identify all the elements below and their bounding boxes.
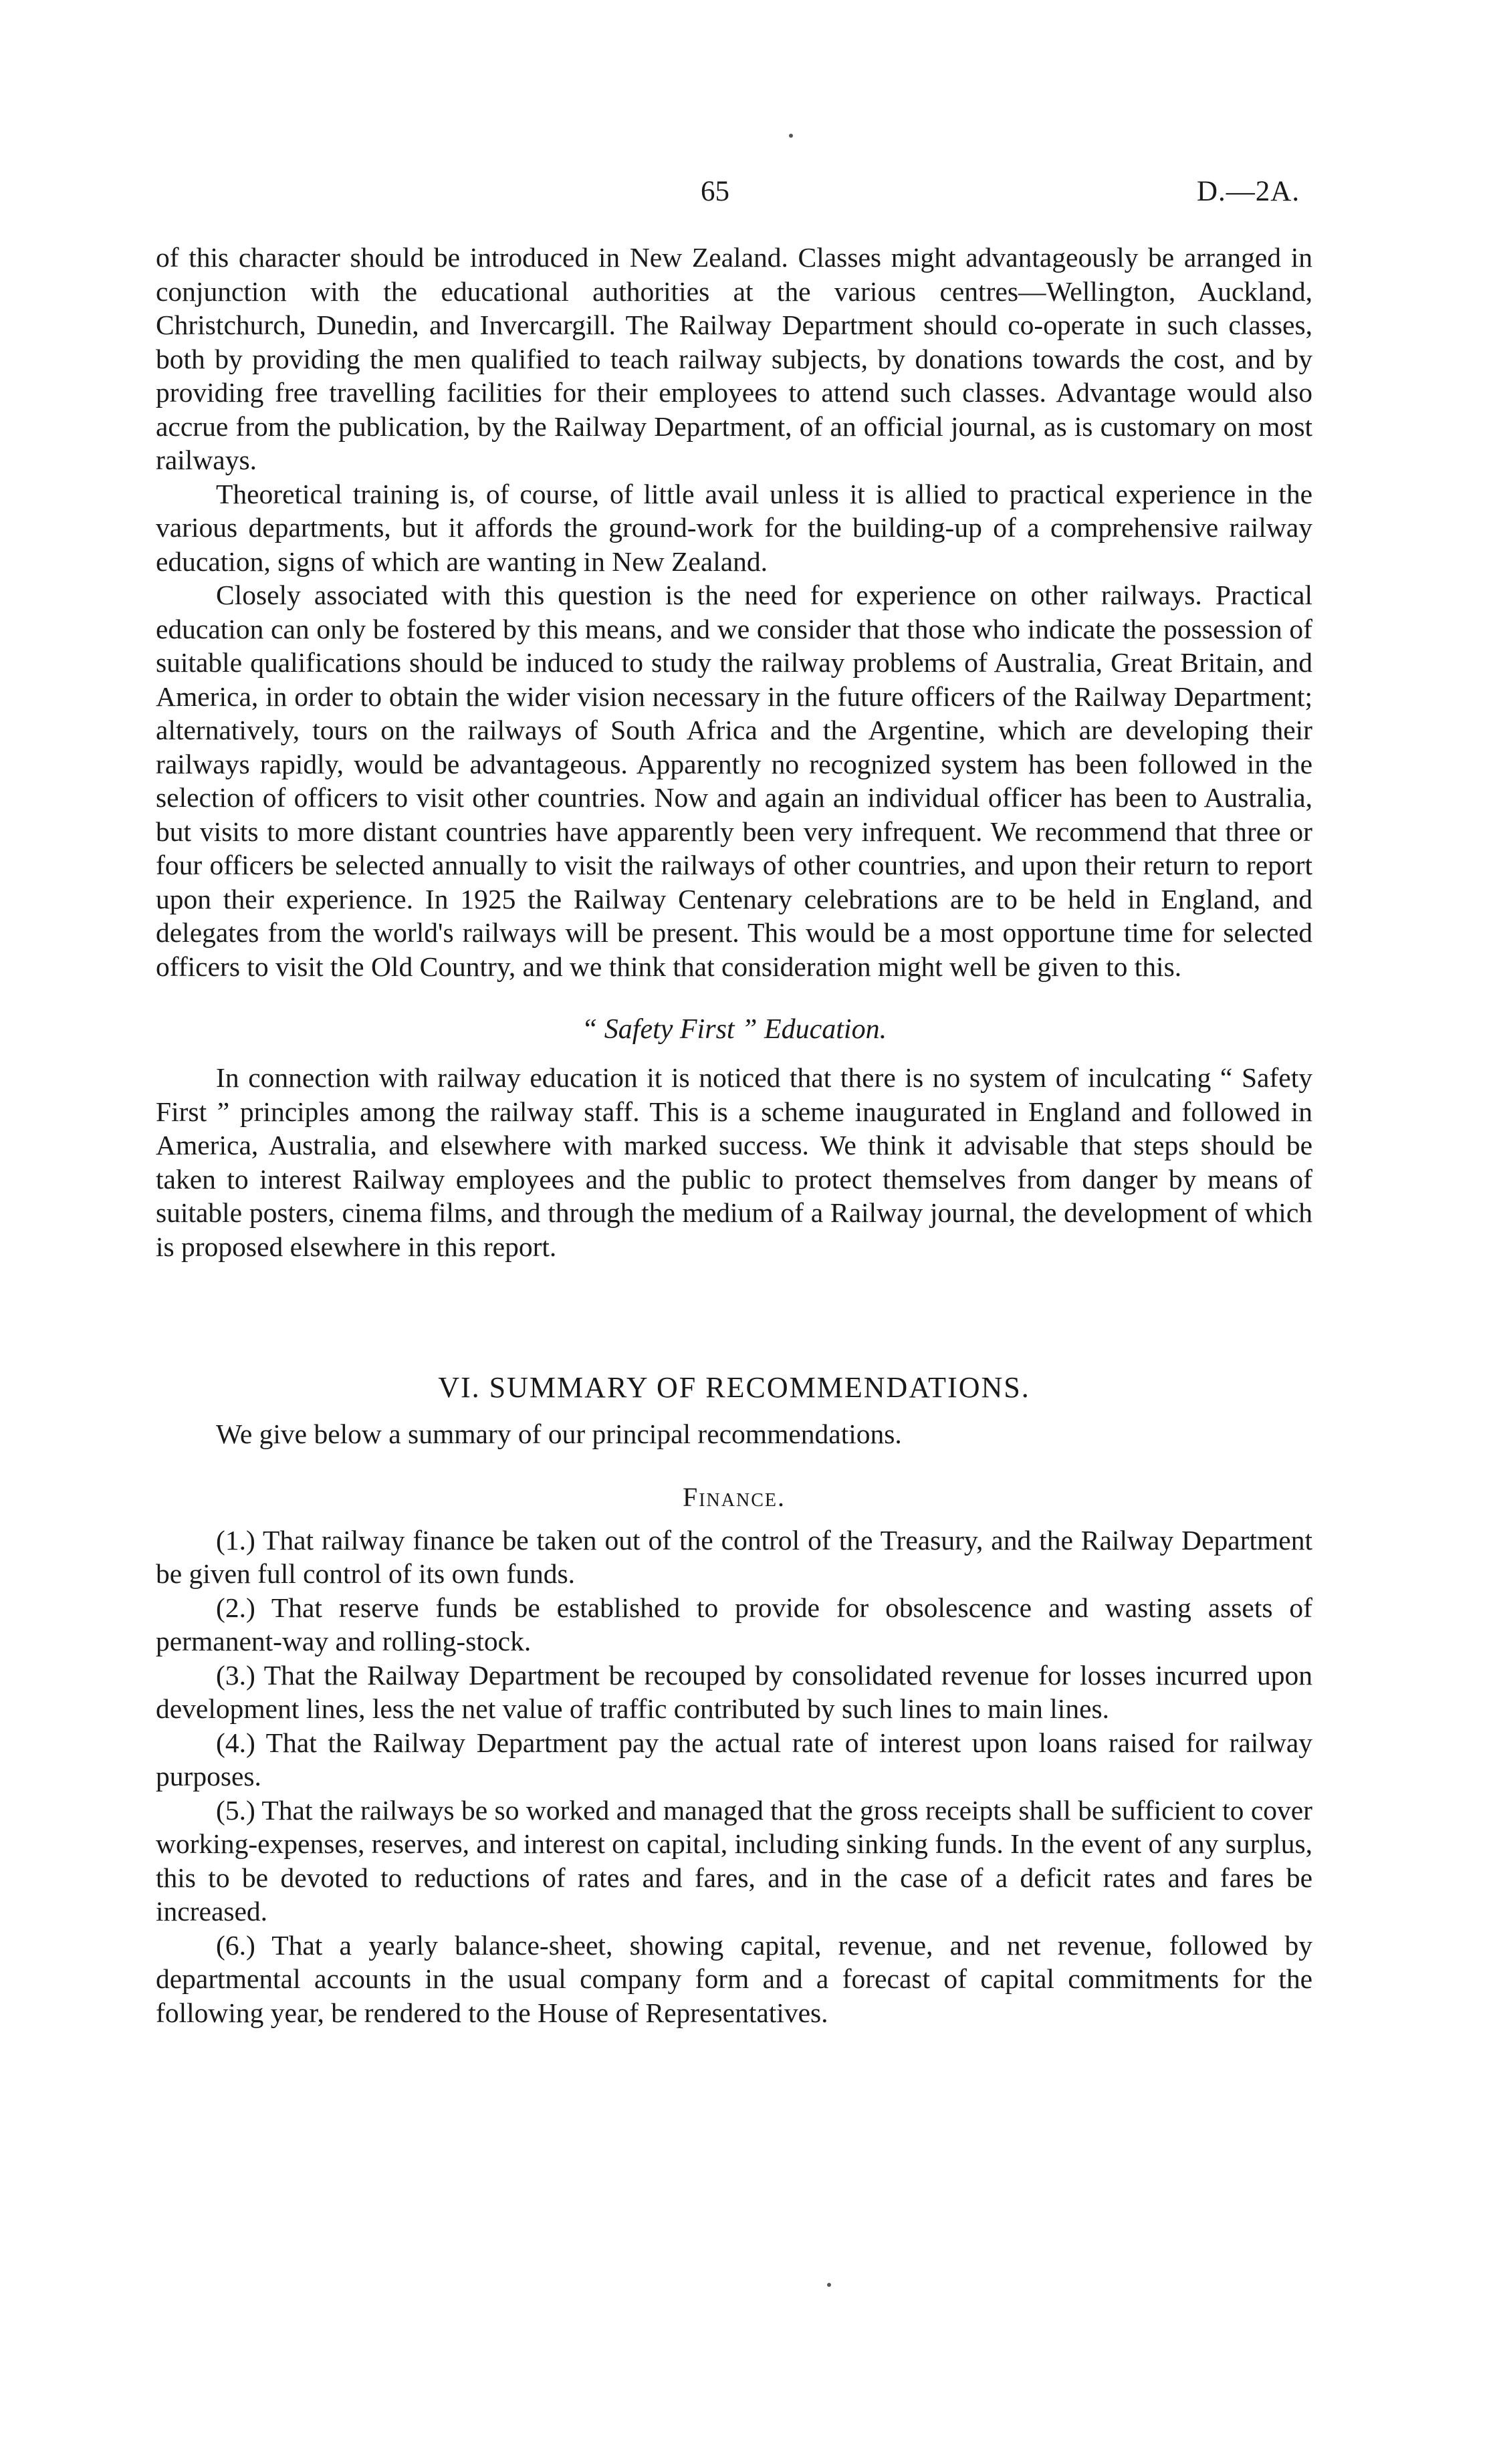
recommendation-item: (4.) That the Railway Department pay the actual rate of interest upon loans raised for railway purposes. (156, 1727, 1312, 1792)
safety-first-heading: “ Safety First ” Education. (581, 1014, 887, 1045)
page-number: 65 (701, 176, 729, 207)
recommendation-item: (1.) That railway finance be taken out of the control of the Treasury, and the Railway Department be given full control of its own funds. (156, 1524, 1312, 1589)
recommendation-item: (6.) That a yearly balance-sheet, showing capital, revenue, and net revenue, followed by departmental accounts in the usual company form and a forecast of capital commitments for the following year, be rendered to the House of Representatives. (156, 1929, 1312, 2028)
finance-heading: Finance. (682, 1481, 786, 1512)
recommendation-item: (2.) That reserve funds be established to provide for obsolescence and wasting assets of permanent-way and rolling-stock. (156, 1592, 1312, 1656)
scan-speck (789, 134, 793, 138)
recommendation-item: (3.) That the Railway Department be recouped by consolidated revenue for losses incurred upon development lines, less the net value of traffic contributed by such lines to main lines. (156, 1659, 1312, 1724)
page-content (156, 241, 1312, 2029)
paragraph-theoretical-training: Theoretical training is, of course, of little avail unless it is allied to practical experience in the various departments, but it affords the ground-work for the building-up of a comprehensive railway education, signs of which are wanting in New Zealand. (156, 478, 1312, 577)
recommendation-item: (5.) That the railways be so worked and managed that the gross receipts shall be sufficient to cover working-expenses, reserves, and interest on capital, including sinking funds. In the event of any surplus, this to be devoted to reductions of rates and fares, and in the case of a deficit rates and fares be increased. (156, 1794, 1312, 1927)
section-title: VI. SUMMARY OF RECOMMENDATIONS. (438, 1371, 1030, 1404)
document-reference: D.—2A. (1197, 176, 1300, 207)
paragraph-safety-first: In connection with railway education it is noticed that there is no system of inculcating “ Safety First ” principles among the railway staff. This is a scheme inaugurated in England and followed in America, Australia, and elsewhere with marked success. We think it advisable that steps should be taken to interest Railway employees and the public to protect themselves from danger by means of suitable posters, cinema films, and through the medium of a Railway journal, the development of which is proposed elsewhere in this report. (156, 1062, 1312, 1262)
summary-intro: We give below a summary of our principal recommendations. (216, 1419, 902, 1449)
scan-speck (827, 2283, 831, 2287)
paragraph-classes: of this character should be introduced in New Zealand. Classes might advantageously be arranged in conjunction with the educational authorities at the various centres—Wellington, Auckland, Christchurch, Dunedin, and Invercargill. The Railway Department should co-operate in such classes, both by providing the men qualified to teach railway subjects, by donations towards the cost, and by providing free travelling facilities for their employees to attend such classes. Advantage would also accrue from the publication, by the Railway Department, of an official journal, as is customary on most railways. (156, 242, 1312, 475)
paragraph-experience-abroad: Closely associated with this question is the need for experience on other railways. Practical education can only be fostered by this means, and we consider that those who indicate the possession of suitable qualifications should be induced to study the railway problems of Australia, Great Britain, and America, in order to obtain the wider vision necessary in the future officers of the Railway Department; alternatively, tours on the railways of South Africa and the Argentine, which are developing their railways rapidly, would be advantageous. Apparently no recognized system has been followed in the selection of officers to visit other countries. Now and again an individual officer has been to Australia, but visits to more distant countries have apparently been very infrequent. We recommend that three or four officers be selected annually to visit the railways of other countries, and upon their return to report upon their experience. In 1925 the Railway Centenary celebrations are to be held in England, and delegates from the world's railways will be present. This would be a most opportune time for selected officers to visit the Old Country, and we think that consideration might well be given to this. (156, 580, 1312, 982)
